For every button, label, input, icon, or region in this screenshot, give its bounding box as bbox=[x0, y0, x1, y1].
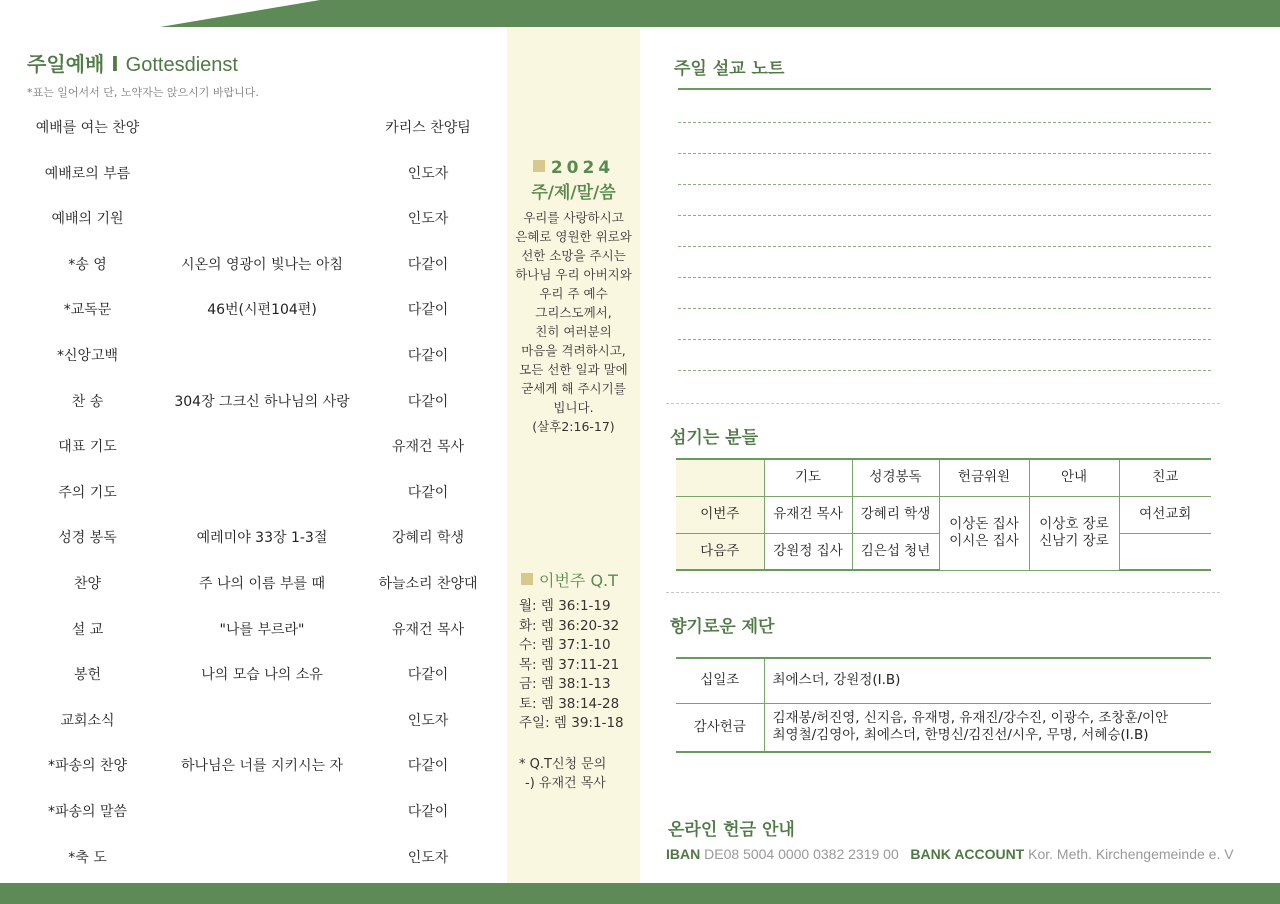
order-name: 교회소식 bbox=[60, 712, 115, 729]
fellowship-this-week: 여선교회 bbox=[1119, 496, 1211, 533]
order-row bbox=[0, 208, 500, 238]
order-name: *파송의 찬양 bbox=[47, 758, 128, 775]
qt-list bbox=[519, 597, 624, 734]
note-line bbox=[678, 370, 1211, 371]
verse-line: 마음을 격려하시고, bbox=[521, 343, 626, 358]
thanks-names-line: 김재봉/허진영, 신지음, 유재명, 유재진/강수진, 이광수, 조창훈/이안 bbox=[772, 710, 1169, 727]
usher-member: 이상호 장로 bbox=[1039, 516, 1109, 532]
online-offering-title: 온라인 헌금 안내 bbox=[668, 820, 795, 840]
order-row bbox=[0, 163, 500, 193]
qt-note-line2: -) 유재건 목사 bbox=[525, 776, 606, 791]
qt-item: 목: 렘 37:11-21 bbox=[519, 656, 620, 673]
note-line bbox=[678, 308, 1211, 309]
tithe-label: 십일조 bbox=[676, 658, 764, 703]
order-detail: 예레미야 33장 1-3절 bbox=[196, 530, 328, 547]
order-detail: "나를 부르라" bbox=[219, 621, 305, 638]
order-name: *파송의 말씀 bbox=[47, 804, 128, 820]
order-leader: 다같이 bbox=[407, 302, 449, 319]
next-week-label: 다음주 bbox=[676, 533, 764, 570]
order-leader: 카리스 찬양팀 bbox=[385, 120, 471, 136]
offering-member: 이상돈 집사 bbox=[949, 516, 1019, 532]
thanks-label: 감사헌금 bbox=[676, 703, 764, 752]
order-name: 예배를 여는 찬양 bbox=[35, 120, 140, 136]
servers-corner-cell bbox=[676, 459, 764, 496]
title-divider: I bbox=[111, 52, 119, 76]
order-leader: 유재건 목사 bbox=[391, 439, 465, 456]
theme-year-heading bbox=[507, 158, 640, 178]
order-leader: 다같이 bbox=[407, 758, 449, 775]
theme-year: 2024 bbox=[550, 158, 615, 178]
thanks-names-line: 최영철/김영아, 최에스더, 한명신/김진선/시우, 무명, 서혜승(I.B) bbox=[772, 727, 1149, 744]
qt-item: 주일: 렘 39:1-18 bbox=[519, 715, 624, 731]
verse-line: 우리를 사랑하시고 bbox=[523, 210, 624, 225]
order-detail: 시온의 영광이 빛나는 아침 bbox=[180, 256, 344, 273]
header-reading: 성경봉독 bbox=[852, 459, 939, 496]
order-row bbox=[0, 345, 500, 375]
header-usher: 안내 bbox=[1029, 459, 1119, 496]
order-name: 대표 기도 bbox=[58, 439, 117, 456]
reading-this-week: 강혜리 학생 bbox=[852, 496, 939, 533]
order-name: *신앙고백 bbox=[56, 348, 119, 364]
order-leader: 다같이 bbox=[407, 484, 449, 501]
order-detail: 하나님은 너를 지키시는 자 bbox=[180, 758, 344, 775]
order-name: *축 도 bbox=[68, 849, 107, 866]
order-name: 성경 봉독 bbox=[58, 530, 117, 547]
bank-info bbox=[666, 846, 1234, 862]
order-leader: 인도자 bbox=[407, 712, 449, 729]
verse-line: (살후2:16-17) bbox=[532, 419, 615, 434]
order-leader: 다같이 bbox=[407, 667, 449, 684]
bottom-decor-bar bbox=[0, 883, 1280, 904]
order-leader: 인도자 bbox=[407, 165, 449, 182]
verse-line: 친히 여러분의 bbox=[535, 324, 612, 339]
order-row bbox=[0, 436, 500, 466]
offerings-table bbox=[676, 657, 1211, 753]
iban-label: IBAN bbox=[666, 846, 701, 862]
offering-member: 이시은 집사 bbox=[949, 533, 1019, 549]
qt-item: 금: 렘 38:1-13 bbox=[519, 676, 611, 692]
section-divider bbox=[666, 592, 1220, 593]
order-leader: 유재건 목사 bbox=[391, 621, 465, 638]
prayer-this-week: 유재건 목사 bbox=[764, 496, 852, 533]
standing-note: *표는 일어서서 단, 노약자는 앉으시기 바랍니다. bbox=[27, 86, 259, 99]
order-leader: 강혜리 학생 bbox=[391, 530, 465, 547]
verse-line: 모든 선한 일과 말에 bbox=[519, 362, 628, 377]
order-leader: 다같이 bbox=[407, 256, 449, 273]
order-row bbox=[0, 117, 500, 147]
note-line bbox=[678, 215, 1211, 216]
verse-line: 빕니다. bbox=[553, 400, 594, 415]
order-leader: 다같이 bbox=[407, 348, 449, 364]
verse-line: 선한 소망을 주시는 bbox=[521, 248, 626, 263]
order-detail: 주 나의 이름 부를 때 bbox=[199, 576, 325, 592]
order-row bbox=[0, 755, 500, 785]
usher-member: 신남기 장로 bbox=[1039, 533, 1109, 549]
order-detail: 46번(시편104편) bbox=[207, 302, 317, 319]
theme-title: 주/제/말/씀 bbox=[531, 183, 616, 203]
iban-value: DE08 5004 0000 0382 2319 00 bbox=[704, 846, 899, 862]
header-prayer: 기도 bbox=[764, 459, 852, 496]
qt-item: 월: 렘 36:1-19 bbox=[519, 598, 611, 614]
verse-line: 하나님 우리 아버지와 bbox=[515, 267, 632, 282]
order-row bbox=[0, 801, 500, 831]
order-name: *교독문 bbox=[63, 302, 112, 319]
reading-next-week: 김은섭 청년 bbox=[852, 533, 939, 570]
order-detail: 나의 모습 나의 소유 bbox=[201, 667, 323, 684]
order-row bbox=[0, 482, 500, 512]
usher-cell bbox=[1029, 496, 1119, 570]
header-fellowship: 친교 bbox=[1119, 459, 1211, 496]
theme-strip bbox=[507, 27, 640, 883]
tithe-names: 최에스더, 강원정(I.B) bbox=[764, 658, 1211, 703]
square-bullet-icon bbox=[521, 573, 533, 585]
order-row bbox=[0, 847, 500, 877]
qt-item: 토: 렘 38:14-28 bbox=[519, 695, 620, 712]
order-leader: 다같이 bbox=[407, 804, 449, 820]
order-leader: 인도자 bbox=[407, 211, 449, 228]
order-name: 예배의 기원 bbox=[51, 211, 124, 228]
order-row bbox=[0, 619, 500, 649]
order-name: 찬 송 bbox=[71, 393, 104, 410]
worship-title-ko: 주일예배 bbox=[27, 52, 105, 76]
top-decor-bar bbox=[0, 0, 1280, 27]
servers-title: 섬기는 분들 bbox=[670, 428, 759, 448]
note-line bbox=[678, 122, 1211, 123]
header-offering: 헌금위원 bbox=[939, 459, 1029, 496]
fellowship-next-week bbox=[1119, 533, 1211, 570]
verse-line: 은혜로 영원한 위로와 bbox=[515, 229, 632, 244]
verse-line: 그리스도께서, bbox=[535, 305, 612, 320]
order-name: 찬양 bbox=[73, 576, 102, 592]
qt-title: 이번주 Q.T bbox=[539, 571, 618, 590]
square-bullet-icon bbox=[533, 160, 545, 172]
order-row bbox=[0, 710, 500, 740]
offering-committee bbox=[939, 496, 1029, 570]
offerings-title: 향기로운 제단 bbox=[670, 617, 775, 637]
order-detail: 304장 그크신 하나님의 사랑 bbox=[174, 393, 350, 410]
order-row bbox=[0, 664, 500, 694]
sermon-note-title: 주일 설교 노트 bbox=[674, 59, 785, 79]
order-row bbox=[0, 391, 500, 421]
note-line bbox=[678, 277, 1211, 278]
account-value: Kor. Meth. Kirchengemeinde e. V bbox=[1028, 846, 1234, 862]
qt-heading bbox=[521, 568, 618, 591]
order-row bbox=[0, 299, 500, 329]
prayer-next-week: 강원정 집사 bbox=[764, 533, 852, 570]
qt-item: 수: 렘 37:1-10 bbox=[519, 637, 611, 653]
note-line bbox=[678, 246, 1211, 247]
worship-title-de: Gottesdienst bbox=[125, 54, 238, 76]
theme-verse bbox=[507, 208, 640, 436]
this-week-label: 이번주 bbox=[676, 496, 764, 533]
thanks-names bbox=[764, 703, 1211, 752]
servers-table bbox=[676, 458, 1211, 571]
qt-item: 화: 렘 36:20-32 bbox=[519, 617, 620, 634]
note-line bbox=[678, 153, 1211, 154]
verse-line: 우리 주 예수 bbox=[539, 286, 608, 301]
order-name: 봉헌 bbox=[73, 667, 102, 684]
order-leader: 하늘소리 찬양대 bbox=[378, 576, 478, 592]
order-name: 설 교 bbox=[71, 621, 104, 638]
note-line bbox=[678, 339, 1211, 340]
order-row bbox=[0, 254, 500, 284]
order-row bbox=[0, 573, 500, 603]
qt-note-line1: * Q.T신청 문의 bbox=[519, 757, 607, 772]
qt-note bbox=[519, 755, 606, 793]
order-leader: 인도자 bbox=[407, 849, 449, 866]
order-row bbox=[0, 527, 500, 557]
section-divider bbox=[666, 403, 1220, 404]
order-name: 주의 기도 bbox=[58, 484, 117, 501]
order-name: *송 영 bbox=[68, 256, 107, 273]
order-leader: 다같이 bbox=[407, 393, 449, 410]
sermon-note-top-rule bbox=[678, 88, 1211, 90]
verse-line: 굳세게 해 주시기를 bbox=[521, 381, 626, 396]
worship-title bbox=[27, 48, 238, 77]
account-label: BANK ACCOUNT bbox=[910, 846, 1025, 862]
note-line bbox=[678, 184, 1211, 185]
order-name: 예배로의 부름 bbox=[44, 165, 131, 182]
